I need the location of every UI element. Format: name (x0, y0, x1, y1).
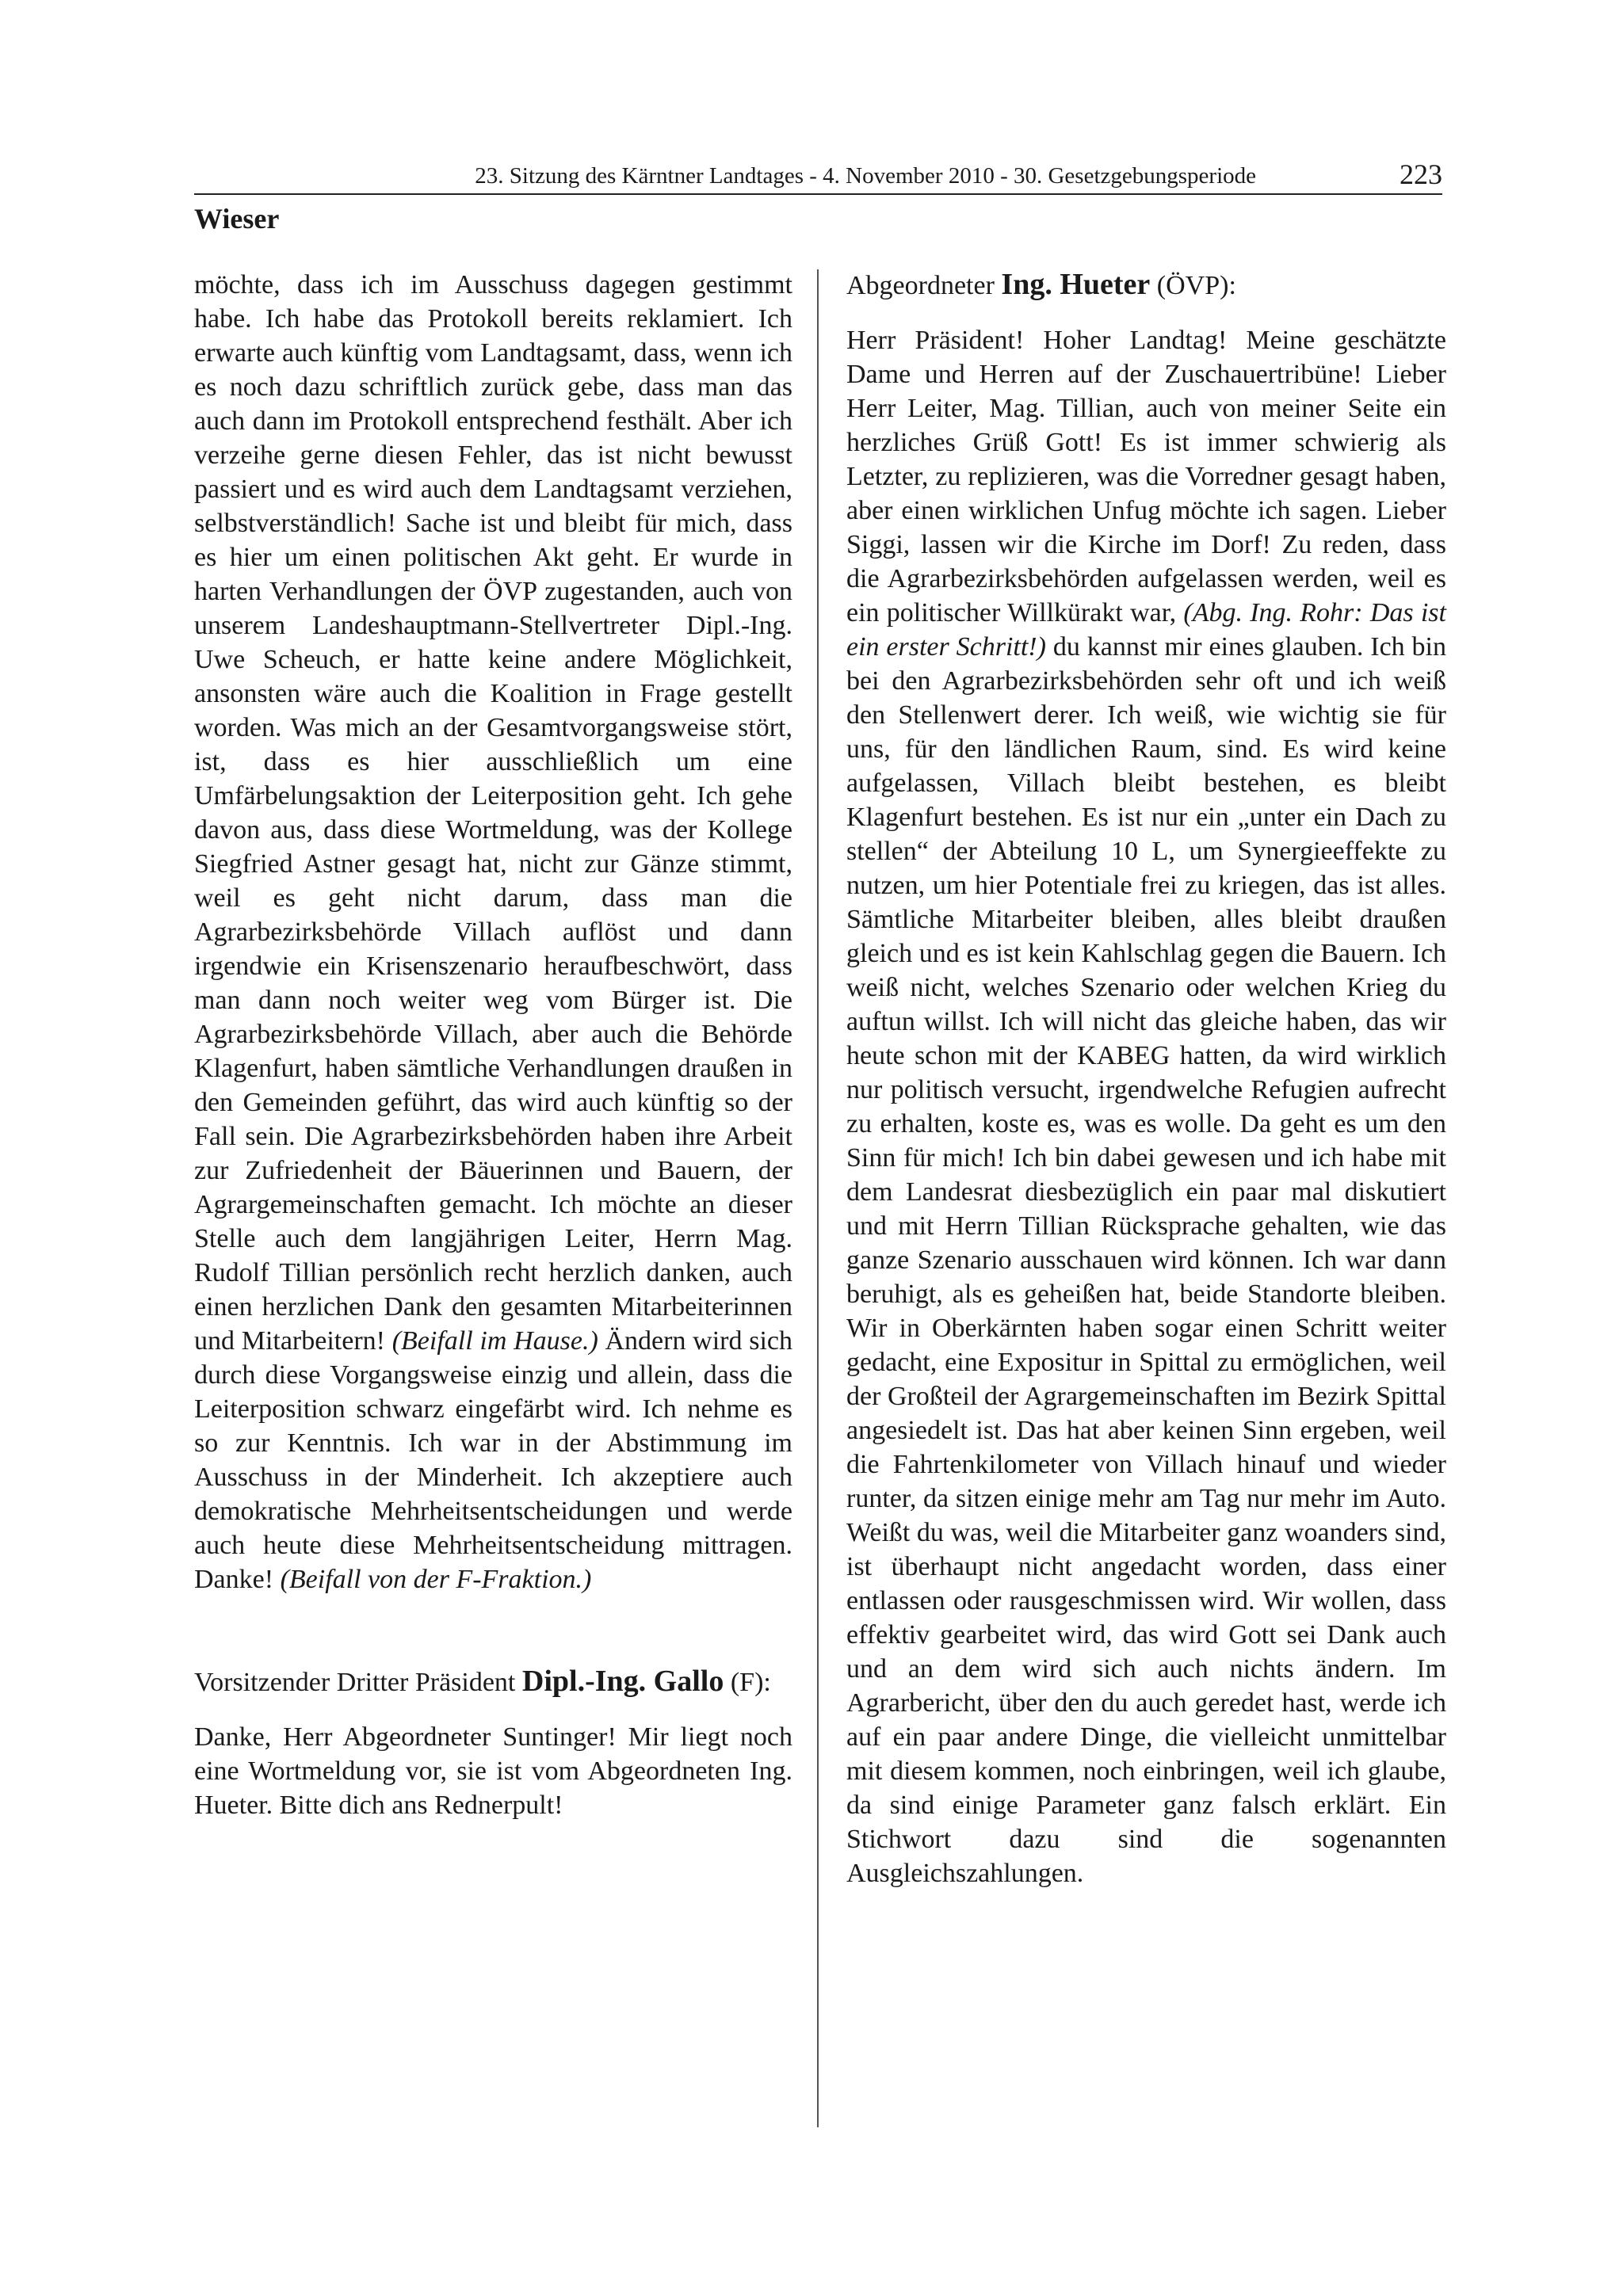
left-p1-text-b: Ändern wird sich durch diese Vorgangsweise einzig und allein, dass die Leiterposition schwarz eingefärbt wird. Ich nehme es so zur Kenntnis. Ich war in der Abstimmung im Ausschuss in der Minderheit. Ich akzeptiere auch demokratische Mehrheitsentscheidungen und werde auch heute diese Mehrheitsentscheidung mittragen. Danke! (194, 1326, 792, 1594)
running-speaker-name: Wieser (194, 203, 280, 235)
column-divider (817, 269, 819, 2127)
right-p1-interjection: (Abg. Ing. Rohr: Das ist ein erster Schritt!) (846, 598, 1446, 662)
left-p1-interjection-2: (Beifall von der F-Fraktion.) (280, 1565, 592, 1594)
left-column (194, 268, 792, 1822)
right-heading-prefix: Abgeordneter (846, 271, 1002, 300)
session-title: 23. Sitzung des Kärntner Landtages - 4. November 2010 - 30. Gesetzgebungsperiode (475, 163, 1256, 189)
right-heading-name: Ing. Hueter (1001, 268, 1151, 301)
header-line (194, 158, 1442, 193)
left-p1-text-a: möchte, dass ich im Ausschuss dagegen gestimmt habe. Ich habe das Protokoll bereits reklamiert. Ich erwarte auch künftig vom Landtagsamt, dass, wenn ich es noch dazu schriftlich zurück gebe, dass man das auch dann im Protokoll entsprechend festhält. Aber ich verzeihe gerne diesen Fehler, das ist nicht bewusst passiert und es wird auch dem Landtagsamt verziehen, selbstverständlich! Sache ist und bleibt für mich, dass es hier um einen politischen Akt geht. Er wurde in harten Verhandlungen der ÖVP zugestanden, auch von unserem Landeshauptmann-Stellvertreter Dipl.-Ing. Uwe Scheuch, er hatte keine andere Möglichkeit, ansonsten wäre auch die Koalition in Frage gestellt worden. Was mich an der Gesamtvorgangsweise stört, ist, dass es hier ausschließlich um eine Umfärbelungsaktion der Leiterposition geht. Ich gehe davon aus, dass diese Wortmeldung, was der Kollege Siegfried Astner gesagt hat, nicht zur Gänze stimmt, weil es geht nicht darum, dass man die Agrarbezirksbehörde Villach auflöst und dann irgendwie ein Krisenszenario heraufbeschwört, dass man dann noch weiter weg vom Bürger ist. Die Agrarbezirksbehörde Villach, aber auch die Behörde Klagenfurt, haben sämtliche Verhandlungen draußen in den Gemeinden geführt, das wird auch künftig so der Fall sein. Die Agrarbezirksbehörden haben ihre Arbeit zur Zufriedenheit der Bäuerinnen und Bauern, der Agrargemeinschaften gemacht. Ich möchte an dieser Stelle auch dem langjährigen Leiter, Herrn Mag. Rudolf Tillian persönlich recht herzlich danken, auch einen herzlichen Dank den gesamten Mitarbeiterinnen und Mitarbeitern! (194, 270, 792, 1356)
right-heading-suffix: (ÖVP): (1150, 271, 1236, 300)
right-paragraph-1 (846, 323, 1446, 1890)
left-speaker-heading (194, 1665, 792, 1699)
left-p1-interjection-1: (Beifall im Hause.) (391, 1326, 598, 1356)
left-heading-prefix: Vorsitzender Dritter Präsident (194, 1668, 522, 1697)
right-column (846, 268, 1446, 1890)
right-p1-text-b: du kannst mir eines glauben. Ich bin bei den Agrarbezirksbehörden sehr oft und ich weiß den Stellenwert derer. Ich weiß, wie wichtig sie für uns, für den ländlichen Raum, sind. Es wird keine aufgelassen, Villach bleibt bestehen, es bleibt Klagenfurt bestehen. Es ist nur ein „unter ein Dach zu stellen“ der Abteilung 10 L, um Synergieeffekte zu nutzen, um hier Potentiale frei zu kriegen, das ist alles. Sämtliche Mitarbeiter bleiben, alles bleibt draußen gleich und es ist kein Kahlschlag gegen die Bauern. Ich weiß nicht, welches Szenario oder welchen Krieg du auftun willst. Ich will nicht das gleiche haben, das wir heute schon mit der KABEG hatten, da wird wirklich nur politisch versucht, irgendwelche Refugien aufrecht zu erhalten, koste es, was es wolle. Da geht es um den Sinn für mich! Ich bin dabei gewesen und ich habe mit dem Landesrat diesbezüglich ein paar mal diskutiert und mit Herrn Tillian Rücksprache gehalten, wie das ganze Szenario ausschauen wird können. Ich war dann beruhigt, als es geheißen hat, beide Standorte bleiben. Wir in Oberkärnten haben sogar einen Schritt weiter gedacht, eine Expositur in Spittal zu ermöglichen, weil der Großteil der Agrargemeinschaften im Bezirk Spittal angesiedelt ist. Das hat aber keinen Sinn ergeben, weil die Fahrtenkilometer von Villach hinauf und wieder runter, da sitzen einige mehr am Tag nur mehr im Auto. Weißt du was, weil die Mitarbeiter ganz woanders sind, ist überhaupt nicht angedacht worden, dass einer entlassen oder rausgeschmissen wird. Wir wollen, dass effektiv gearbeitet wird, das wird Gott sei Dank auch und an dem wird sich auch nichts ändern. Im Agrarbericht, über den du auch geredet hast, werde ich auf ein paar andere Dinge, die vielleicht unmittelbar mit diesem kommen, noch einbringen, weil ich glaube, da sind einige Parameter ganz falsch erklärt. Ein Stichwort dazu sind die sogenannten Ausgleichszahlungen. (846, 632, 1446, 1888)
right-p1-text-a: Herr Präsident! Hoher Landtag! Meine geschätzte Dame und Herren auf der Zuschauertribüne! Lieber Herr Leiter, Mag. Tillian, auch von meiner Seite ein herzliches Grüß Gott! Es ist immer schwierig als Letzter, zu replizieren, was die Vorredner gesagt haben, aber einen wirklichen Unfug möchte ich sagen. Lieber Siggi, lassen wir die Kirche im Dorf! Zu reden, dass die Agrarbezirksbehörden aufgelassen werden, weil es ein politischer Willkürakt war, (846, 326, 1446, 627)
left-paragraph-2: Danke, Herr Abgeordneter Suntinger! Mir liegt noch eine Wortmeldung vor, sie ist vom Abgeordneten Ing. Hueter. Bitte dich ans Rednerpult! (194, 1722, 792, 1820)
left-paragraph-1 (194, 268, 792, 1596)
right-speaker-heading (846, 268, 1446, 303)
page-number: 223 (1400, 158, 1442, 190)
left-heading-suffix: (F): (724, 1668, 771, 1697)
left-heading-name: Dipl.-Ing. Gallo (521, 1665, 724, 1698)
page-header (194, 158, 1442, 195)
